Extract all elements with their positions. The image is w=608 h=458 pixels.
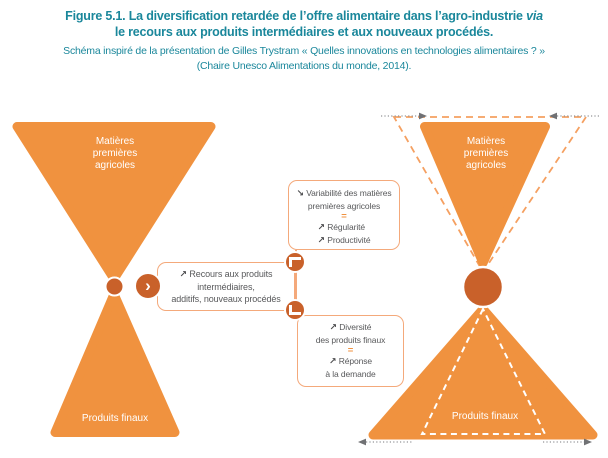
process-box-line2: intermédiaires,	[197, 282, 255, 292]
variability-item1-label: Régularité	[327, 222, 365, 232]
variability-box	[288, 180, 400, 250]
increase-arrow-icon: ↗	[328, 357, 337, 367]
increase-arrow-icon: ↗	[329, 323, 337, 333]
variability-item2-label: Productivité	[327, 235, 371, 245]
figure-subtitle-line2: (Chaire Unesco Alimentations du monde, 2014).	[196, 59, 412, 72]
left-bottom-funnel-triangle	[55, 294, 175, 433]
diversity-box	[297, 315, 404, 387]
process-box-line3: additifs, nouveaux procédés	[171, 294, 281, 304]
variability-box-line2: premières agricoles	[307, 201, 381, 211]
diversity-box-text1: Diversité	[339, 322, 372, 332]
turn-up-icon	[289, 257, 301, 267]
diversity-box-line1	[298, 321, 403, 334]
variability-box-text1: Variabilité des matières	[306, 188, 392, 198]
increase-arrow-icon: ↗	[317, 223, 325, 233]
increase-arrow-icon: ↗	[179, 270, 187, 280]
variability-box-line1	[289, 187, 399, 200]
left-top-funnel-label: Matières premières agricoles	[92, 136, 138, 171]
variability-items	[318, 221, 371, 247]
variability-equals-sign: =	[341, 211, 347, 222]
bottom-right-arrowhead-icon	[584, 439, 592, 446]
increase-arrow-icon: ↗	[317, 236, 325, 246]
figure-title-line2: le recours aux produits intermédiaires et aux nouveaux procédés.	[114, 25, 494, 39]
process-box-text1: Recours aux produits	[189, 269, 273, 279]
left-bottom-funnel-label: Produits finaux	[81, 413, 149, 424]
figure-title-text: Figure 5.1. La diversification retardée de l’offre alimentaire dans l’agro-industrie	[65, 9, 523, 23]
diversity-item1-label: Réponse	[338, 356, 373, 366]
right-waist-circle	[463, 267, 503, 307]
variability-item2	[318, 234, 371, 247]
process-box	[157, 262, 295, 311]
diversity-item1-label2: à la demande	[325, 369, 376, 379]
top-left-arrowhead-icon	[419, 113, 427, 120]
figure-title-italic: via	[526, 9, 543, 23]
flow-chevron-node	[134, 272, 162, 300]
bottom-left-arrowhead-icon	[358, 439, 366, 446]
right-bottom-funnel-label: Produits finaux	[451, 411, 519, 422]
diversity-box-line2: des produits finaux	[315, 335, 386, 345]
turn-down-icon	[289, 305, 301, 315]
figure-subtitle-line1: Schéma inspiré de la présentation de Gilles Trystram « Quelles innovations en technologies alimentaires ? »	[63, 45, 545, 57]
decrease-arrow-icon: ↘	[296, 189, 304, 199]
left-waist-circle	[106, 278, 124, 296]
right-top-funnel-label: Matières premières agricoles	[463, 136, 509, 171]
process-box-line1	[158, 268, 294, 281]
top-right-arrowhead-icon	[549, 113, 557, 120]
variability-item1	[318, 221, 371, 234]
chevron-right-icon: ›	[145, 275, 151, 295]
turn-up-node	[284, 251, 306, 273]
turn-down-node	[284, 299, 306, 321]
diversity-equals-sign: =	[347, 345, 354, 356]
diversity-item1	[298, 355, 403, 368]
